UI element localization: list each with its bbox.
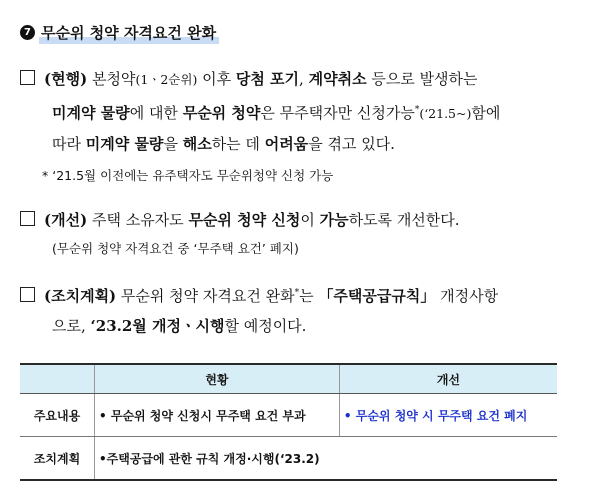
- table-header-improved: 개선: [339, 364, 557, 394]
- text: 따라: [52, 135, 86, 153]
- footnote-mark: *: [414, 105, 420, 115]
- section-title: 무순위 청약 자격요건 완화: [41, 22, 219, 43]
- emphasis: 「주택공급규칙」: [318, 287, 436, 305]
- emphasis: 가능: [319, 211, 349, 229]
- table-header-empty: [20, 364, 95, 394]
- table-header-row: [20, 364, 557, 394]
- emphasis: 무순위 청약 신청: [188, 211, 301, 229]
- footnote: * ‘21.5월 이전에는 유주택자도 무순위청약 신청 가능: [42, 168, 334, 183]
- cell-plan: •주택공급에 관한 규칙 개정·시행(‘23.2): [95, 437, 558, 481]
- text: 하는 데: [211, 135, 265, 153]
- text: 에 대한: [129, 104, 183, 122]
- text: 는: [299, 287, 319, 305]
- text: 하도록 개선한다.: [348, 211, 460, 229]
- text: 주택 소유자도: [87, 211, 189, 229]
- text: 함에: [471, 104, 501, 122]
- improvement-subnote: (무순위 청약 자격요건 중 ‘무주택 요건’ 폐지): [52, 241, 299, 256]
- text: 은 무주택자만 신청가능: [260, 104, 415, 122]
- emphasis: 무순위 청약: [182, 104, 261, 122]
- text: 을: [163, 135, 183, 153]
- emphasis: 미계약 물량: [85, 135, 164, 153]
- text: ,: [299, 70, 309, 88]
- table-header-current: 현황: [95, 364, 340, 394]
- text: 본청약: [87, 70, 136, 88]
- number-badge: 7: [20, 25, 35, 40]
- checkbox-square-icon: [20, 211, 35, 226]
- cell-current: • 무순위 청약 신청시 무주택 요건 부과: [95, 394, 340, 437]
- text: 으로,: [52, 317, 91, 335]
- cell-improved: • 무순위 청약 시 무주택 요건 폐지: [339, 394, 557, 437]
- text: 개정사항: [435, 287, 499, 305]
- text: (1ㆍ2순위): [135, 72, 198, 87]
- emphasis: 어려움: [264, 135, 309, 153]
- table-row: [20, 437, 557, 481]
- text: 무순위 청약 자격요건 완화: [116, 287, 295, 305]
- text: (‘21.5~): [419, 106, 472, 121]
- checkbox-square-icon: [20, 287, 35, 302]
- comparison-table: [20, 363, 557, 481]
- row-label: 조치계획: [20, 437, 95, 481]
- emphasis: 해소: [182, 135, 212, 153]
- paragraph-plan: [20, 278, 590, 341]
- tag-current: (현행): [44, 70, 88, 88]
- section-heading: [20, 20, 219, 44]
- text: 등으로 발생하는: [366, 70, 478, 88]
- paragraph-current: [20, 64, 590, 159]
- emphasis: ‘23.2월 개정ㆍ시행: [90, 317, 225, 335]
- checkbox-square-icon: [20, 70, 35, 85]
- emphasis: 미계약 물량: [52, 104, 130, 122]
- text: 이: [300, 211, 320, 229]
- paragraph-improvement: [20, 205, 590, 235]
- emphasis: 당첨 포기: [235, 70, 300, 88]
- table-row: [20, 394, 557, 437]
- text: 을 겪고 있다.: [308, 135, 395, 153]
- emphasis: 계약취소: [308, 70, 367, 88]
- tag-improvement: (개선): [44, 211, 88, 229]
- text: 이후: [197, 70, 236, 88]
- footnote-mark: *: [294, 288, 300, 298]
- row-label: 주요내용: [20, 394, 95, 437]
- text: 할 예정이다.: [224, 317, 307, 335]
- tag-plan: (조치계획): [44, 287, 117, 305]
